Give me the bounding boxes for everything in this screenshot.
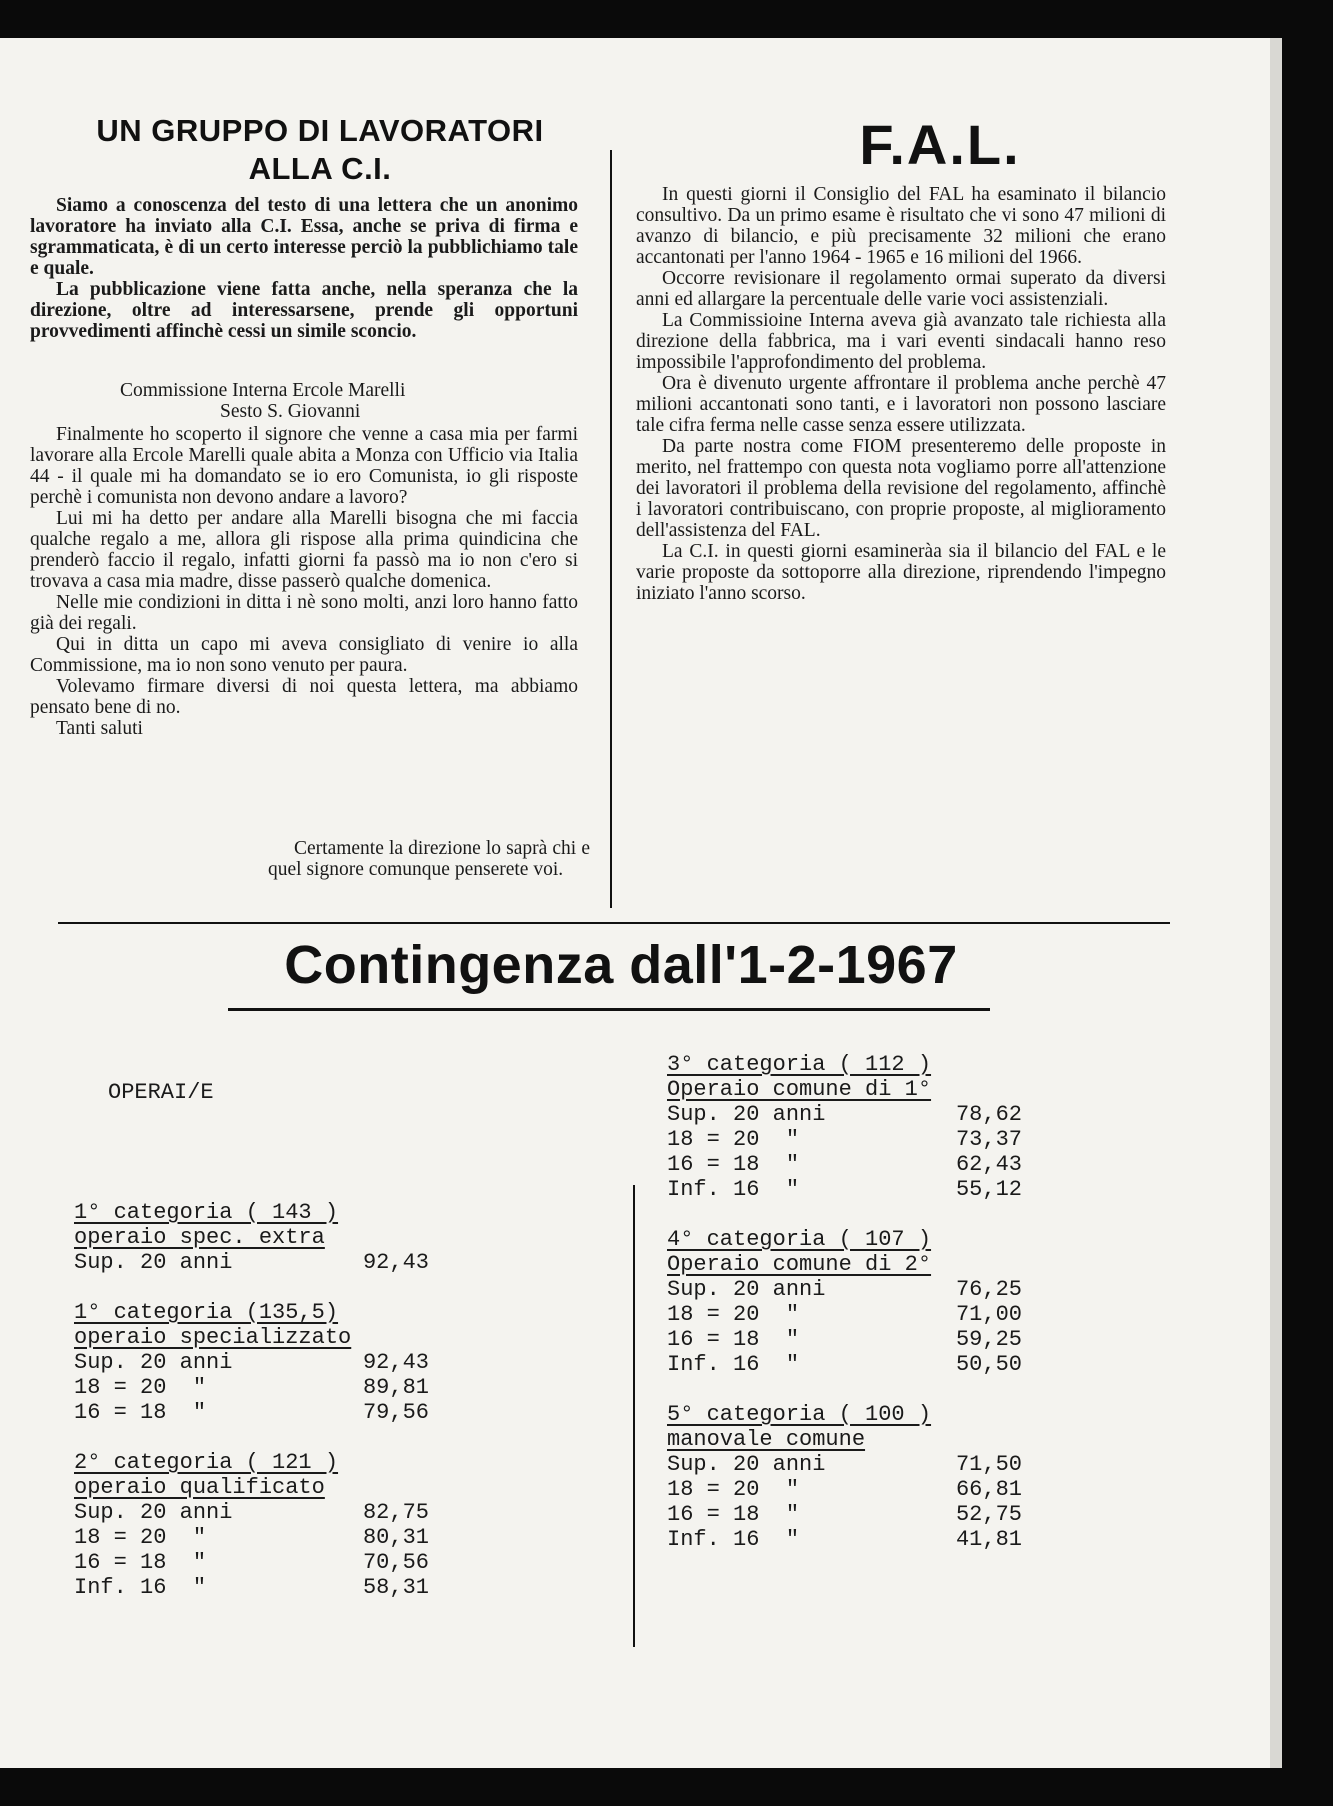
sender-line: Commissione Interna Ercole Marelli (120, 380, 406, 401)
title-underline (228, 1008, 990, 1011)
category-heading: 3° categoria ( 112 ) (667, 1052, 932, 1077)
category-subheading: manovale comune (667, 1427, 866, 1452)
table-row (667, 1502, 1147, 1527)
row-label: Inf. 16 " (667, 1177, 800, 1202)
table-row (667, 1102, 1147, 1127)
row-value: 79,56 (362, 1400, 429, 1425)
table-row (667, 1152, 1147, 1177)
category-heading: 5° categoria ( 100 ) (667, 1402, 932, 1427)
row-value: 59,25 (955, 1327, 1022, 1352)
table-row (667, 1352, 1147, 1377)
fal-paragraph: Ora è divenuto urgente affrontare il problema anche perchè 47 milioni accantonati sono tanti, e i lavoratori non possono lasciare tale cifra ferma nelle casse senza essere utilizzata. (636, 373, 1166, 436)
sender-block (120, 380, 580, 422)
fal-paragraph: La Commissioine Interna aveva già avanzato tale richiesta alla direzione della fabbrica, ma i vari eventi sindacali hanno reso impossibile l'approfondimento del problema. (636, 310, 1166, 373)
footnote-text: Certamente la direzione lo saprà chi e quel signore comunque penserete voi. (268, 838, 590, 880)
table-row (667, 1277, 1147, 1302)
row-label: Sup. 20 anni (667, 1452, 826, 1477)
table-row (74, 1250, 534, 1275)
row-value: 55,12 (955, 1177, 1022, 1202)
category-heading: 2° categoria ( 121 ) (74, 1450, 339, 1475)
table-row (74, 1525, 534, 1550)
intro-paragraph: Siamo a conoscenza del testo di una lettera che un anonimo lavoratore ha inviato alla C.I. Essa, anche se priva di firma e sgrammaticata, è di un certo interesse perciò la pubblichiamo tale e quale. (30, 195, 578, 279)
left-title-line2: ALLA C.I. (248, 151, 392, 186)
row-label: 18 = 20 " (667, 1302, 800, 1327)
table-row (74, 1500, 534, 1525)
table-row (74, 1375, 534, 1400)
category-heading: 1° categoria (135,5) (74, 1300, 339, 1325)
letter-paragraph: Finalmente ho scoperto il signore che venne a casa mia per farmi lavorare alla Ercole Marelli quale abita a Monza con Ufficio via Italia 44 - il quale mi ha domandato se io ero Comunista, io gli risposte perchè i comunista non devono andare a lavoro? (30, 424, 578, 508)
category-group (667, 1052, 1147, 1202)
category-heading: 4° categoria ( 107 ) (667, 1227, 932, 1252)
row-value: 71,00 (955, 1302, 1022, 1327)
fal-paragraph: La C.I. in questi giorni esamineràa sia il bilancio del FAL e le varie proposte da sottoporre alla direzione, riprendendo l'impegno iniziato l'anno scorso. (636, 541, 1166, 604)
row-label: 18 = 20 " (667, 1127, 800, 1152)
table-row (667, 1327, 1147, 1352)
table-row (74, 1575, 534, 1600)
row-label: 18 = 20 " (74, 1525, 207, 1550)
row-value: 92,43 (362, 1350, 429, 1375)
intro-paragraph: La pubblicazione viene fatta anche, nella speranza che la direzione, oltre ad interessarsene, prende gli opportuni provvedimenti affinchè cessi un simile sconcio. (30, 279, 578, 342)
letter-closing: Tanti saluti (56, 718, 143, 739)
row-label: Sup. 20 anni (74, 1250, 233, 1275)
row-label: Inf. 16 " (667, 1527, 800, 1552)
letter-paragraph: Nelle mie condizioni in ditta i nè sono molti, anzi loro hanno fatto già dei regali. (30, 592, 578, 634)
table-row (667, 1527, 1147, 1552)
contingenza-right-column (667, 1052, 1147, 1577)
sender-line: Sesto S. Giovanni (220, 401, 361, 422)
section-separator (58, 922, 1170, 924)
row-value: 71,50 (955, 1452, 1022, 1477)
category-group (74, 1450, 534, 1600)
row-value: 73,37 (955, 1127, 1022, 1152)
category-group (667, 1227, 1147, 1377)
category-heading: 1° categoria ( 143 ) (74, 1200, 339, 1225)
table-row (667, 1177, 1147, 1202)
row-value: 58,31 (362, 1575, 429, 1600)
row-value: 41,81 (955, 1527, 1022, 1552)
table-row (74, 1550, 534, 1575)
row-label: 16 = 18 " (74, 1400, 207, 1425)
row-value: 52,75 (955, 1502, 1022, 1527)
left-article-title (30, 112, 610, 188)
fal-paragraph: In questi giorni il Consiglio del FAL ha esaminato il bilancio consultivo. Da un primo esame è risultato che vi sono 47 milioni di avanzo di bilancio, e più precisamente 32 milioni che erano accantonati per l'anno 1964 - 1965 e 16 milioni del 1966. (636, 184, 1166, 268)
contingenza-title: Contingenza dall'1-2-1967 (284, 935, 958, 995)
fal-paragraph: Da parte nostra come FIOM presenteremo delle proposte in merito, nel frattempo con questa nota vogliamo porre all'attenzione dei lavoratori il problema della revisione del regolamento, affinchè i lavoratori contribuiscano, con proprie proposte, al miglioramento dell'assistenza del FAL. (636, 436, 1166, 541)
category-subheading: operaio spec. extra (74, 1225, 325, 1250)
row-label: Sup. 20 anni (74, 1350, 233, 1375)
row-label: 16 = 18 " (667, 1327, 800, 1352)
fal-paragraph: Occorre revisionare il regolamento ormai superato da diversi anni ed allargare la percentuale delle varie voci assistenziali. (636, 268, 1166, 310)
row-label: Sup. 20 anni (74, 1500, 233, 1525)
category-group (74, 1200, 534, 1275)
table-divider (633, 1185, 635, 1647)
category-group (667, 1402, 1147, 1552)
row-value: 92,43 (362, 1250, 429, 1275)
fal-title: F.A.L. (859, 113, 1021, 176)
column-divider (610, 150, 612, 908)
row-label: Inf. 16 " (667, 1352, 800, 1377)
letter-paragraph: Qui in ditta un capo mi aveva consigliato di venire io alla Commissione, ma io non sono venuto per paura. (30, 634, 578, 676)
table-row (74, 1400, 534, 1425)
letter-body (30, 424, 578, 739)
left-title-line1: UN GRUPPO DI LAVORATORI (96, 113, 544, 148)
row-value: 76,25 (955, 1277, 1022, 1302)
category-subheading: operaio qualificato (74, 1475, 325, 1500)
table-row (667, 1477, 1147, 1502)
table-row (667, 1127, 1147, 1152)
letter-paragraph: Volevamo firmare diversi di noi questa lettera, ma abbiamo pensato bene di no. (30, 676, 578, 718)
category-subheading: operaio specializzato (74, 1325, 352, 1350)
category-group (74, 1300, 534, 1425)
row-label: Sup. 20 anni (667, 1102, 826, 1127)
left-intro (30, 195, 578, 342)
fal-body (636, 184, 1166, 604)
row-value: 70,56 (362, 1550, 429, 1575)
contingenza-left-column (74, 1200, 534, 1625)
table-row (667, 1302, 1147, 1327)
table-row (74, 1350, 534, 1375)
row-label: 18 = 20 " (667, 1477, 800, 1502)
row-label: 16 = 18 " (74, 1550, 207, 1575)
table-row (667, 1452, 1147, 1477)
category-subheading: Operaio comune di 2° (667, 1252, 932, 1277)
letter-footnote (268, 838, 590, 880)
operai-label: OPERAI/E (108, 1080, 214, 1105)
row-value: 89,81 (362, 1375, 429, 1400)
row-label: 16 = 18 " (667, 1502, 800, 1527)
category-subheading: Operaio comune di 1° (667, 1077, 932, 1102)
row-value: 50,50 (955, 1352, 1022, 1377)
row-value: 82,75 (362, 1500, 429, 1525)
row-label: Sup. 20 anni (667, 1277, 826, 1302)
row-label: 18 = 20 " (74, 1375, 207, 1400)
row-label: Inf. 16 " (74, 1575, 207, 1600)
letter-paragraph: Lui mi ha detto per andare alla Marelli bisogna che mi faccia qualche regalo a me, allora gli rispose alla prima quindicina che prenderò faccio il regalo, infatti giorni fa passò ma io non c'ero si trovava a casa mia madre, disse passerò qualche domenica. (30, 508, 578, 592)
row-label: 16 = 18 " (667, 1152, 800, 1177)
row-value: 80,31 (362, 1525, 429, 1550)
row-value: 66,81 (955, 1477, 1022, 1502)
page-edge (1270, 38, 1282, 1768)
row-value: 62,43 (955, 1152, 1022, 1177)
row-value: 78,62 (955, 1102, 1022, 1127)
